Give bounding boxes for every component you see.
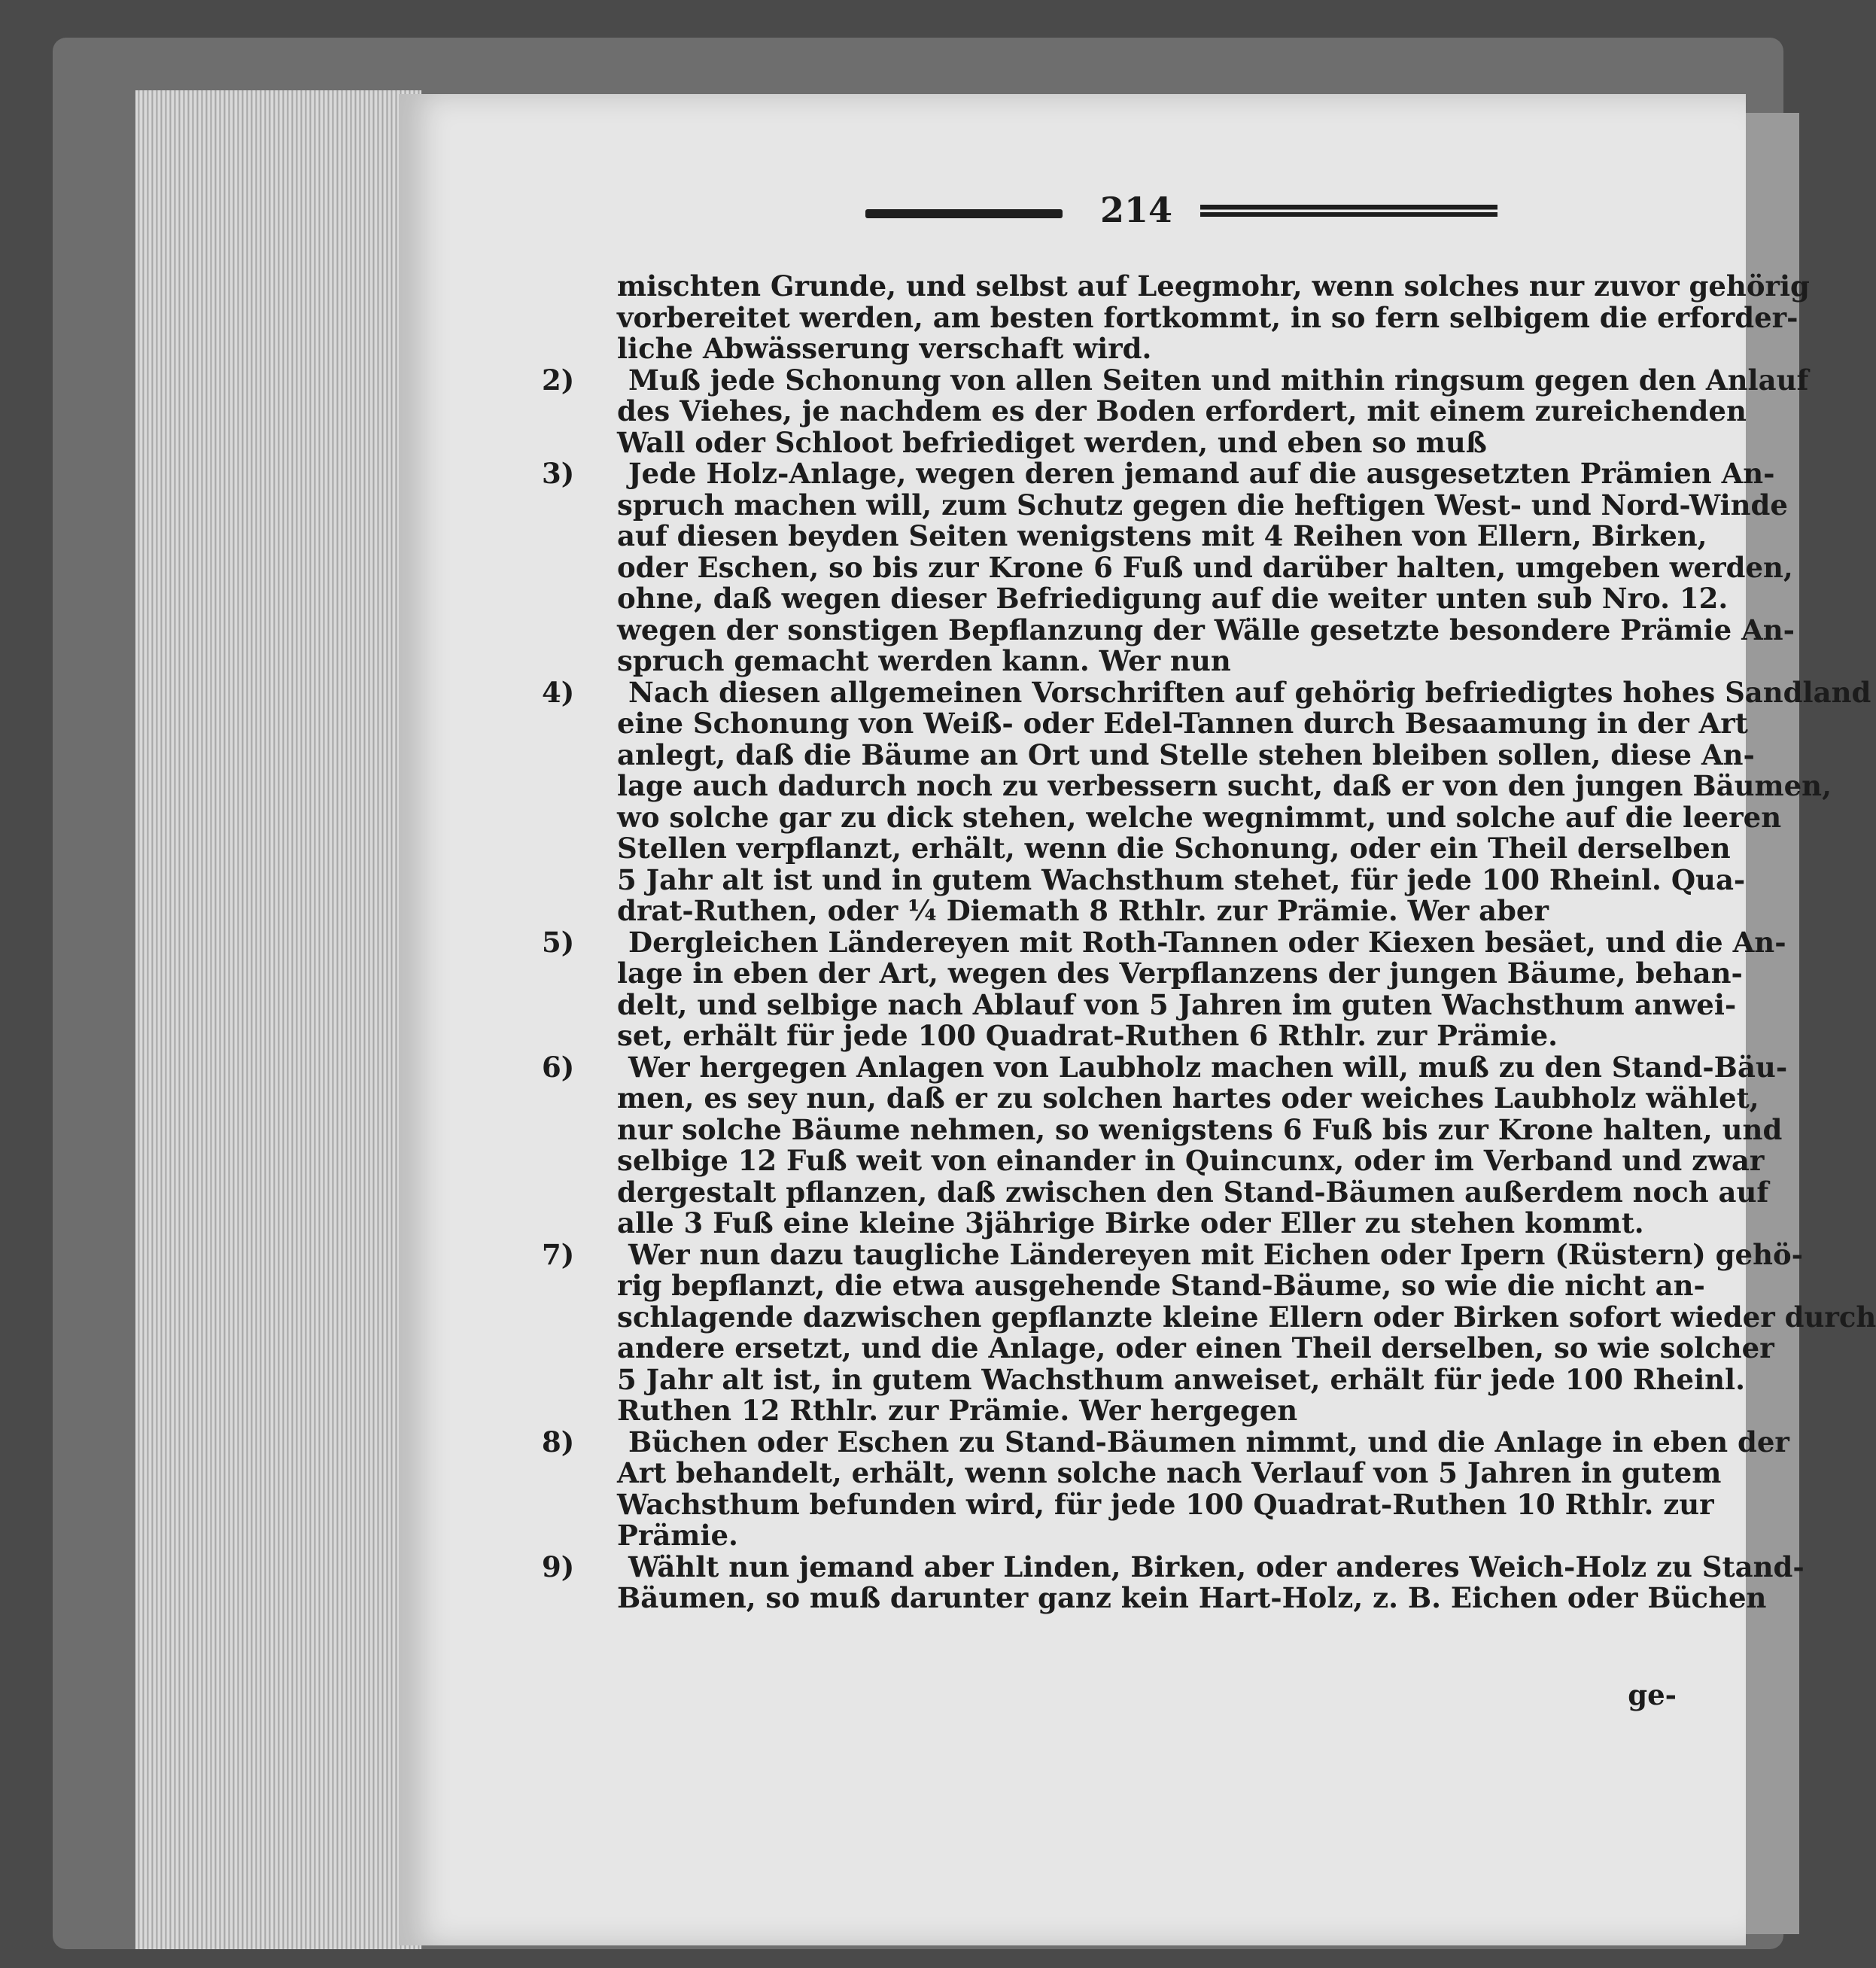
text-line xyxy=(542,457,1775,490)
text-line xyxy=(617,1112,1783,1146)
text-line xyxy=(617,582,1729,615)
line-text: Art behandelt, erhält, wenn solche nach Verlauf von 5 Jahren in gutem xyxy=(617,1456,1722,1489)
paragraph-number: 8) xyxy=(542,1425,575,1459)
paragraph-number: 7) xyxy=(542,1237,575,1271)
text-line xyxy=(542,363,1809,397)
text-line xyxy=(617,427,1704,459)
line-text: des Viehes, je nachdem es der Boden erfordert, mit einem zureichenden xyxy=(617,394,1747,427)
line-text: delt, und selbige nach Ablauf von 5 Jahren im guten Wachsthum anwei- xyxy=(617,987,1737,1021)
line-text: Muß jede Schonung von allen Seiten und mithin ringsum gegen den Anlauf xyxy=(628,363,1809,397)
line-text: 5 Jahr alt ist, in gutem Wachsthum anweiset, erhält für jede 100 Rheinl. xyxy=(617,1362,1745,1396)
paragraph-number: 2) xyxy=(542,363,575,397)
line-text: mischten Grunde, und selbst auf Leegmohr, wenn solches nur zuvor gehörig xyxy=(617,269,1810,303)
paragraph-number: 4) xyxy=(542,675,575,709)
page-edges xyxy=(135,90,421,1949)
header-rule-left xyxy=(865,209,1063,218)
line-text: wegen der sonstigen Bepflanzung der Wälle gesetzte besondere Prämie An- xyxy=(617,613,1795,646)
text-line xyxy=(617,1081,1759,1115)
text-line xyxy=(617,550,1793,584)
text-line xyxy=(617,1208,1704,1240)
text-line xyxy=(617,646,1704,677)
text-line xyxy=(542,1425,1789,1459)
text-line xyxy=(542,1050,1788,1084)
line-text: eine Schonung von Weiß- oder Edel-Tannen durch Besaamung in der Art xyxy=(617,707,1748,740)
line-text: Wall oder Schloot befriediget werden, und eben so muß xyxy=(617,425,1487,459)
text-line xyxy=(542,1237,1804,1271)
text-line xyxy=(617,987,1737,1021)
text-line xyxy=(542,1550,1805,1583)
text-line xyxy=(617,519,1707,552)
text-line xyxy=(617,896,1704,927)
line-text: dergestalt pflanzen, daß zwischen den Stand-Bäumen außerdem noch auf xyxy=(617,1175,1769,1209)
paragraph-number: 5) xyxy=(542,925,575,959)
line-text: liche Abwässerung verschaft wird. xyxy=(617,332,1152,365)
text-line xyxy=(617,488,1788,522)
page-header xyxy=(865,190,1723,239)
text-line xyxy=(617,1395,1704,1427)
line-text: selbige 12 Fuß weit von einander in Quincunx, oder im Verband und zwar xyxy=(617,1144,1765,1177)
line-text: spruch machen will, zum Schutz gegen die heftigen West- und Nord-Winde xyxy=(617,488,1788,522)
text-line xyxy=(617,613,1795,646)
text-line xyxy=(617,1362,1745,1396)
line-text: Dergleichen Ländereyen mit Roth-Tannen oder Kiexen besäet, und die An- xyxy=(628,925,1786,959)
line-text: men, es sey nun, daß er zu solchen hartes oder weiches Laubholz wählet, xyxy=(617,1081,1759,1115)
line-text: oder Eschen, so bis zur Krone 6 Fuß und darüber halten, umgeben werden, xyxy=(617,550,1793,584)
text-line xyxy=(617,394,1747,427)
line-text: ohne, daß wegen dieser Befriedigung auf die weiter unten sub Nro. 12. xyxy=(617,582,1729,615)
line-text: schlagende dazwischen gepflanzte kleine Ellern oder Birken sofort wieder durch xyxy=(617,1300,1876,1334)
paragraph-number: 6) xyxy=(542,1050,575,1084)
line-text: Prämie. xyxy=(617,1519,738,1552)
line-text: anlegt, daß die Bäume an Ort und Stelle stehen bleiben sollen, diese An- xyxy=(617,738,1755,771)
text-line xyxy=(617,1144,1765,1177)
line-text: Jede Holz-Anlage, wegen deren jemand auf die ausgesetzten Prämien An- xyxy=(628,457,1775,490)
line-text: 5 Jahr alt ist und in gutem Wachsthum stehet, für jede 100 Rheinl. Qua- xyxy=(617,862,1746,896)
page-number: 214 xyxy=(1099,190,1173,230)
line-text: Wer hergegen Anlagen von Laubholz machen will, muß zu den Stand-Bäu- xyxy=(628,1050,1788,1084)
line-text: Wachsthum befunden wird, für jede 100 Quadrat-Ruthen 10 Rthlr. zur xyxy=(617,1487,1714,1521)
line-text: Nach diesen allgemeinen Vorschriften auf gehörig befriedigtes hohes Sandland xyxy=(628,675,1871,709)
header-rule-right xyxy=(1200,205,1497,217)
text-line xyxy=(617,300,1798,334)
text-line xyxy=(617,333,1704,365)
text-line xyxy=(617,1581,1767,1614)
line-text: rig bepflanzt, die etwa ausgehende Stand-Bäume, so wie die nicht an- xyxy=(617,1269,1705,1302)
catchword: ge- xyxy=(1628,1678,1677,1711)
line-text: Büchen oder Eschen zu Stand-Bäumen nimmt, und die Anlage in eben der xyxy=(628,1425,1789,1459)
text-line xyxy=(617,800,1782,834)
line-text: spruch gemacht werden kann. Wer nun xyxy=(617,644,1231,677)
line-text: drat-Ruthen, oder ¼ Diemath 8 Rthlr. zur Prämie. Wer aber xyxy=(617,894,1549,927)
text-line xyxy=(617,1021,1704,1052)
text-line xyxy=(617,707,1748,740)
text-line xyxy=(617,957,1743,990)
line-text: auf diesen beyden Seiten wenigstens mit 4 Reihen von Ellern, Birken, xyxy=(617,519,1707,552)
text-line xyxy=(617,1300,1876,1334)
line-text: andere ersetzt, und die Anlage, oder einen Theil derselben, so wie solcher xyxy=(617,1331,1774,1364)
text-line xyxy=(617,862,1746,896)
line-text: lage in eben der Art, wegen des Verpflanzens der jungen Bäume, behan- xyxy=(617,957,1743,990)
line-text: Wer nun dazu taugliche Ländereyen mit Eichen oder Ipern (Rüstern) gehö- xyxy=(628,1237,1804,1271)
text-line xyxy=(542,925,1786,959)
text-line xyxy=(542,675,1871,709)
text-line xyxy=(617,1456,1722,1489)
line-text: Wählt nun jemand aber Linden, Birken, oder anderes Weich-Holz zu Stand- xyxy=(628,1550,1805,1583)
paragraph-number: 9) xyxy=(542,1550,575,1583)
line-text: nur solche Bäume nehmen, so wenigstens 6 Fuß bis zur Krone halten, und xyxy=(617,1112,1783,1146)
text-line xyxy=(617,738,1755,771)
line-text: vorbereitet werden, am besten fortkommt, in so fern selbigem die erforder- xyxy=(617,300,1798,334)
paragraph-number: 3) xyxy=(542,457,575,490)
line-text: alle 3 Fuß eine kleine 3jährige Birke oder Eller zu stehen kommt. xyxy=(617,1206,1644,1240)
text-line xyxy=(617,1270,1704,1302)
line-text: Ruthen 12 Rthlr. zur Prämie. Wer hergegen xyxy=(617,1394,1298,1427)
line-text: set, erhält für jede 100 Quadrat-Ruthen 6 Rthlr. zur Prämie. xyxy=(617,1019,1558,1052)
text-line xyxy=(617,1331,1774,1364)
text-line xyxy=(617,1487,1714,1521)
text-line xyxy=(617,1175,1769,1209)
line-text: wo solche gar zu dick stehen, welche wegnimmt, und solche auf die leeren xyxy=(617,800,1782,834)
body-text xyxy=(542,269,1876,1614)
text-line xyxy=(617,1520,1704,1552)
line-text: Bäumen, so muß darunter ganz kein Hart-Holz, z. B. Eichen oder Büchen xyxy=(617,1581,1767,1614)
text-line xyxy=(617,269,1810,303)
line-text: Stellen verpflanzt, erhält, wenn die Schonung, oder ein Theil derselben xyxy=(617,832,1731,865)
line-text: lage auch dadurch noch zu verbessern sucht, daß er von den jungen Bäumen, xyxy=(617,769,1832,802)
text-line xyxy=(617,832,1731,865)
text-line xyxy=(617,769,1832,802)
